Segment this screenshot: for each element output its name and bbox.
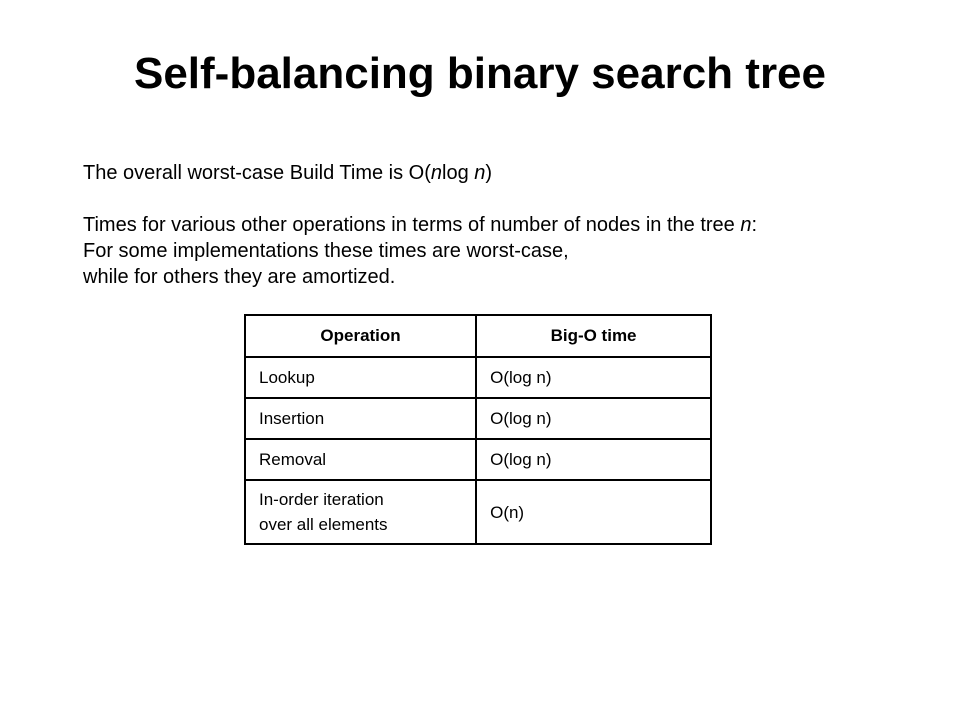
table-row (245, 480, 711, 544)
operation-cell (245, 480, 476, 544)
header-operation: Operation (245, 315, 476, 357)
operation-cell: Removal (245, 439, 476, 480)
build-time-suffix: ) (485, 162, 493, 184)
times-line-n: n (740, 214, 752, 236)
slide-title: Self-balancing binary search tree (133, 49, 827, 98)
paragraph-gap (83, 186, 923, 212)
body-text (83, 160, 923, 290)
table-row (245, 398, 711, 439)
table-row (245, 439, 711, 480)
operation-cell: Lookup (245, 357, 476, 398)
operation-cell: Insertion (245, 398, 476, 439)
build-time-prefix: The overall worst-case Build Time is O( (83, 162, 431, 184)
build-time-n: n (430, 162, 443, 184)
header-big-o-time: Big-O time (476, 315, 711, 357)
build-time-log: log (442, 162, 475, 184)
time-cell: O(log n) (476, 357, 711, 398)
worst-case-line: For some implementations these times are worst-case, (83, 240, 569, 262)
times-line (83, 212, 923, 238)
build-time-n2: n (474, 162, 486, 184)
times-line-suffix: : (751, 214, 758, 236)
time-cell: O(log n) (476, 398, 711, 439)
operation-line-2: over all elements (259, 515, 388, 534)
table-header-row (245, 315, 711, 357)
times-line-prefix: Times for various other operations in terms of number of nodes in the tree (83, 214, 741, 236)
time-cell: O(n) (476, 480, 711, 544)
time-cell: O(log n) (476, 439, 711, 480)
operations-table (244, 314, 712, 545)
operation-line-1: In-order iteration (259, 490, 384, 509)
amortized-line: while for others they are amortized. (83, 266, 396, 288)
build-time-line (83, 160, 923, 186)
table-row (245, 357, 711, 398)
